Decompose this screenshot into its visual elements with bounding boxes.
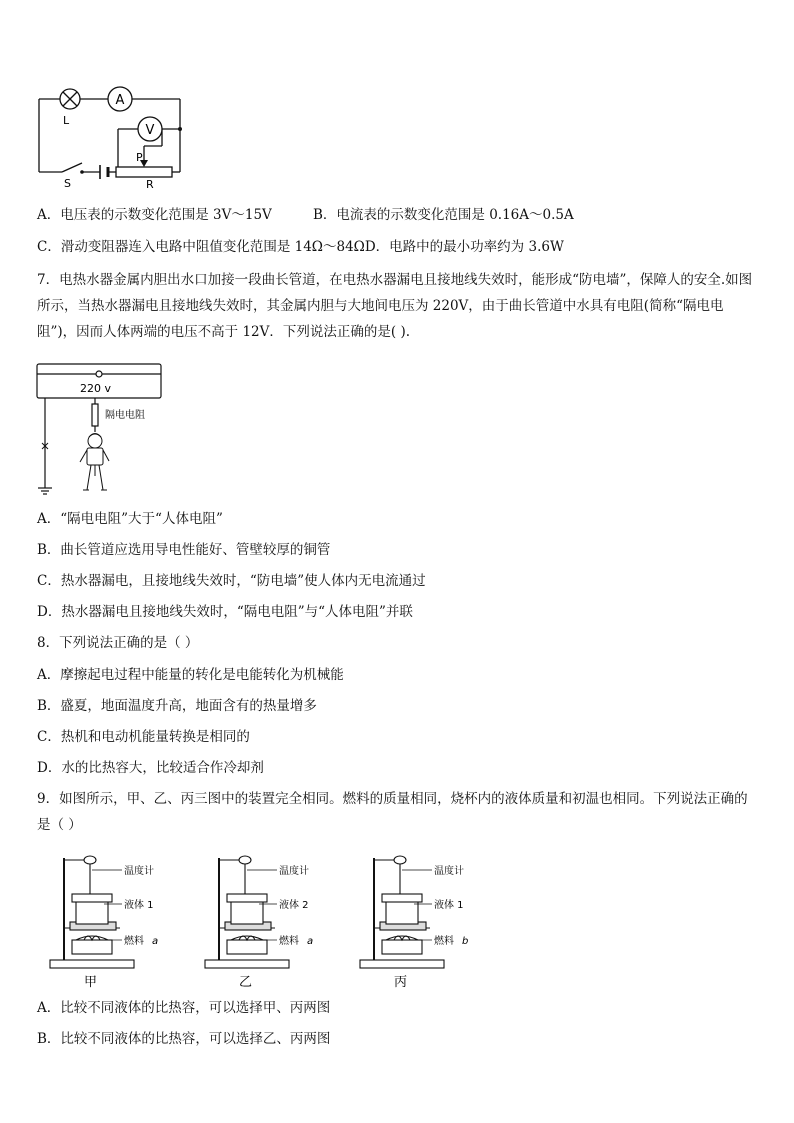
q9-stem: 9．如图所示，甲、乙、丙三图中的装置完全相同。燃料的质量相同，烧杯内的液体质量和初温也相同。下列说法正确的是（ ） — [37, 791, 748, 833]
circuit-diagram — [30, 86, 190, 190]
figure-caption: 甲 — [84, 975, 98, 990]
apparatus-figure-3 — [358, 848, 498, 990]
rheostat-label: R — [146, 178, 154, 190]
liquid-label: 液体 1 — [124, 900, 154, 911]
apparatus-figure-1 — [48, 848, 188, 990]
voltmeter-label: V — [145, 123, 155, 138]
q7-option-d: D．热水器漏电且接地线失效时，“隔电电阻”与“人体电阻”并联 — [37, 604, 413, 620]
q7-option-c: C．热水器漏电，且接地线失效时，“防电墙”使人体内无电流通过 — [37, 573, 426, 589]
liquid-label: 液体 1 — [434, 900, 464, 911]
fuel-variable: b — [462, 936, 469, 947]
q9-option-a: A．比较不同液体的比热容，可以选择甲、丙两图 — [37, 1000, 331, 1016]
thermometer-label: 温度计 — [434, 866, 464, 877]
thermometer-label: 温度计 — [279, 866, 309, 877]
ammeter-label: A — [115, 93, 125, 108]
water-heater-diagram — [33, 360, 173, 500]
q8-option-c: C．热机和电动机能量转换是相同的 — [37, 729, 250, 745]
apparatus-figure-2 — [203, 848, 343, 990]
lamp-label: L — [63, 114, 70, 127]
q9-option-b: B．比较不同液体的比热容，可以选择乙、丙两图 — [37, 1031, 331, 1047]
q8-option-d: D．水的比热容大，比较适合作冷却剂 — [37, 760, 264, 776]
q6-option-b: B．电流表的示数变化范围是 0.16A～0.5A — [313, 207, 574, 223]
figure-caption: 丙 — [394, 975, 408, 990]
liquid-label: 液体 2 — [279, 900, 309, 911]
fuel-variable: a — [152, 936, 159, 947]
figure-caption: 乙 — [239, 975, 253, 990]
q6-option-c: C．滑动变阻器连入电路中阻值变化范围是 14Ω～84ΩD．电路中的最小功率约为 3.6W — [37, 239, 564, 255]
person-icon — [80, 434, 109, 491]
q8-option-b: B．盛夏，地面温度升高，地面含有的热量增多 — [37, 698, 317, 714]
q8-stem: 8．下列说法正确的是（ ） — [37, 635, 199, 651]
fuel-variable: a — [307, 936, 314, 947]
slider-label: P — [136, 151, 143, 164]
thermometer-label: 温度计 — [124, 866, 154, 877]
q7-option-a: A．“隔电电阻”大于“人体电阻” — [37, 511, 223, 527]
fuel-label: 燃料 — [124, 936, 144, 947]
q8-option-a: A．摩擦起电过程中能量的转化是电能转化为机械能 — [37, 667, 344, 683]
q7-option-b: B．曲长管道应选用导电性能好、管壁较厚的铜管 — [37, 542, 331, 558]
fuel-label: 燃料 — [434, 936, 454, 947]
switch-label: S — [64, 177, 71, 190]
voltage-label: 220 v — [80, 382, 112, 395]
q7-stem: 7．电热水器金属内胆出水口加接一段曲长管道，在电热水器漏电且接地线失效时，能形成“防电墙”，保障人的安全.如图所示，当热水器漏电且接地线失效时，其金属内胆与大地间电压为 220V，由于曲长管道中水具有电阻(简称“隔电电阻”)，因而人体两端的电压不高于 12V．下列说法正确的是( ). — [37, 272, 753, 340]
lamp-icon — [60, 89, 80, 109]
resistor-label: 隔电电阻 — [105, 410, 145, 421]
q6-option-a: A．电压表的示数变化范围是 3V～15V — [37, 207, 272, 223]
fuel-label: 燃料 — [279, 936, 299, 947]
